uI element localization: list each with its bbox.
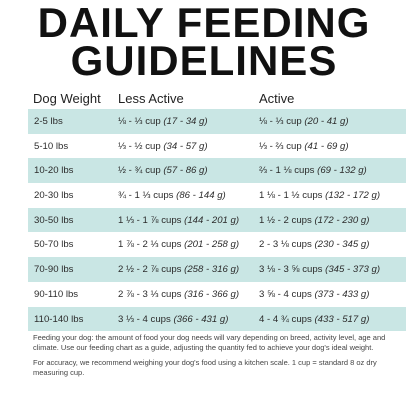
active-cups: 3 ⅛ - 3 ⅝ cups — [259, 264, 326, 276]
cell-dog-weight: 20-30 lbs — [34, 190, 74, 202]
cell-less-active — [118, 165, 208, 176]
active-cups: 2 - 3 ⅛ cups — [259, 239, 315, 251]
table-row — [28, 282, 406, 307]
cell-active — [259, 215, 369, 226]
cell-active — [259, 314, 369, 325]
less-grams: (34 - 57 g) — [163, 140, 208, 152]
less-grams: (57 - 86 g) — [163, 165, 208, 177]
active-grams: (132 - 172 g) — [325, 190, 381, 202]
cell-dog-weight: 10-20 lbs — [34, 165, 74, 177]
table-row — [28, 134, 406, 159]
cell-active — [259, 165, 367, 176]
active-grams: (230 - 345 g) — [314, 239, 370, 251]
header-less-active: Less Active — [118, 91, 184, 106]
active-grams: (41 - 69 g) — [304, 140, 349, 152]
table-row — [28, 109, 406, 134]
active-grams: (433 - 517 g) — [314, 313, 370, 325]
cell-less-active — [118, 141, 208, 152]
less-cups: ½ - ¾ cup — [118, 165, 164, 177]
less-grams: (316 - 366 g) — [184, 288, 240, 300]
cell-dog-weight: 30-50 lbs — [34, 214, 74, 226]
less-cups: 1 ⅓ - 1 ⅞ cups — [118, 214, 185, 226]
active-grams: (172 - 230 g) — [314, 214, 370, 226]
header-active: Active — [259, 91, 295, 106]
cell-less-active — [118, 264, 239, 275]
cell-dog-weight: 110-140 lbs — [34, 313, 84, 325]
column-headers — [0, 91, 408, 109]
less-grams: (86 - 144 g) — [176, 190, 226, 202]
less-cups: 3 ⅓ - 4 cups — [118, 313, 174, 325]
cell-dog-weight: 90-110 lbs — [34, 288, 79, 300]
active-cups: 3 ⅝ - 4 cups — [259, 288, 315, 300]
table-row — [28, 307, 406, 332]
active-cups: ⅛ - ⅓ cup — [259, 116, 305, 127]
less-cups: ⅛ - ⅓ cup — [118, 116, 164, 127]
cell-active — [259, 116, 349, 127]
active-cups: ⅓ - ⅔ cup — [259, 140, 305, 152]
cell-less-active — [118, 215, 239, 226]
cell-active — [259, 239, 369, 250]
title-line-1: DAILY FEEDING — [37, 0, 371, 46]
note-feeding: Feeding your dog: the amount of food your dog needs will vary depending on breed, activity level, age and climate. Use our feeding chart as a guide, adjusting the quantity fed to achieve your dog's ideal weight. — [33, 333, 386, 352]
less-cups: ¾ - 1 ⅓ cups — [118, 190, 177, 202]
cell-less-active — [118, 116, 208, 127]
cell-less-active — [118, 314, 228, 325]
cell-less-active — [118, 190, 226, 201]
active-grams: (20 - 41 g) — [304, 116, 349, 127]
less-cups: ⅓ - ½ cup — [118, 140, 164, 152]
less-grams: (17 - 34 g) — [163, 116, 208, 127]
feeding-table — [28, 109, 406, 331]
cell-less-active — [118, 239, 239, 250]
table-row — [28, 158, 406, 183]
active-grams: (345 - 373 g) — [325, 264, 381, 276]
cell-dog-weight: 5-10 lbs — [34, 140, 69, 152]
less-grams: (144 - 201 g) — [184, 214, 240, 226]
header-dog-weight: Dog Weight — [33, 91, 101, 106]
active-cups: 1 ⅛ - 1 ½ cups — [259, 190, 326, 202]
active-grams: (373 - 433 g) — [314, 288, 370, 300]
less-cups: 2 ⅞ - 3 ⅓ cups — [118, 288, 185, 300]
table-row — [28, 183, 406, 208]
less-grams: (258 - 316 g) — [184, 264, 240, 276]
cell-active — [259, 289, 369, 300]
feeding-notes — [33, 333, 403, 383]
less-grams: (201 - 258 g) — [184, 239, 240, 251]
active-cups: ⅔ - 1 ⅛ cups — [259, 165, 318, 177]
note-accuracy: For accuracy, we recommend weighing your dog's food using a kitchen scale. 1 cup = standard 8 oz dry measuring cup. — [33, 358, 377, 377]
active-cups: 4 - 4 ¾ cups — [259, 313, 315, 325]
less-cups: 2 ½ - 2 ⅞ cups — [118, 264, 185, 276]
active-cups: 1 ½ - 2 cups — [259, 214, 315, 226]
table-row — [28, 208, 406, 233]
cell-dog-weight: 70-90 lbs — [34, 264, 74, 276]
cell-active — [259, 190, 380, 201]
table-row — [28, 232, 406, 257]
cell-less-active — [118, 289, 239, 300]
less-cups: 1 ⅞ - 2 ⅓ cups — [118, 239, 185, 251]
less-grams: (366 - 431 g) — [173, 313, 229, 325]
cell-dog-weight: 50-70 lbs — [34, 239, 74, 251]
cell-active — [259, 141, 349, 152]
title-line-2: GUIDELINES — [70, 37, 338, 84]
cell-active — [259, 264, 380, 275]
active-grams: (69 - 132 g) — [317, 165, 367, 177]
cell-dog-weight: 2-5 lbs — [34, 116, 63, 127]
table-row — [28, 257, 406, 282]
